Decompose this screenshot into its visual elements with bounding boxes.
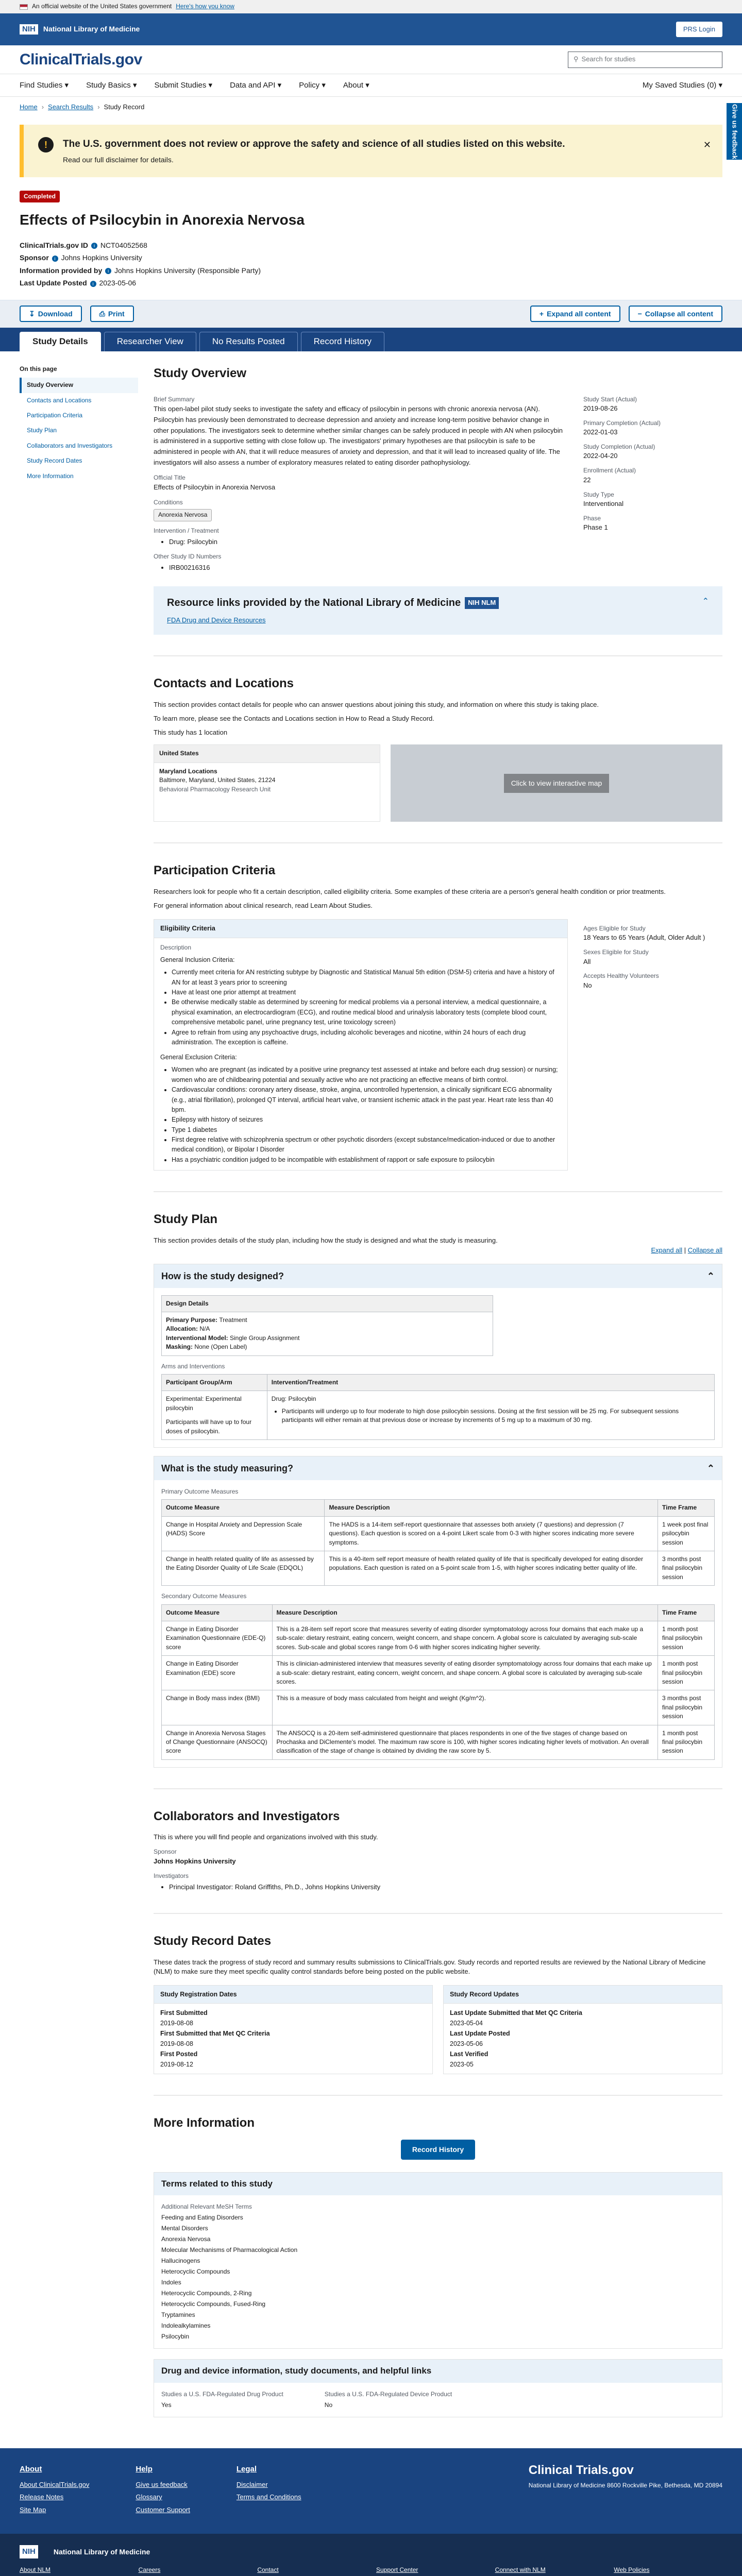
design-table — [161, 1295, 493, 1356]
sidenav-heading: On this page — [20, 365, 57, 372]
nav-item-about[interactable]: About ▾ — [343, 80, 369, 90]
time-frame: 3 months post final psilocybin session — [658, 1551, 715, 1586]
time-frame: 3 months post final psilocybin session — [658, 1690, 715, 1725]
info-provided-value: Johns Hopkins University (Responsible Party) — [114, 266, 261, 275]
contacts-learn-more: To learn more, please see the Contacts and Locations section in How to Read a Study Record. — [154, 714, 434, 722]
nlm-footer-link[interactable]: Connect with NLM — [495, 2566, 546, 2573]
expand-all-button[interactable] — [530, 306, 620, 322]
breadcrumb-separator: › — [41, 103, 44, 111]
download-label: Download — [38, 310, 73, 318]
official-title: Effects of Psilocybin in Anorexia Nervosa — [154, 483, 276, 492]
inclusion-item: • Agree to refrain from using any psychoactive drugs, including alcoholic beverages and nicotine, within 24 hours of each drug administration. The exception is caffeine. — [172, 1028, 561, 1048]
design-key: Allocation: — [166, 1325, 200, 1333]
state-heading: Maryland Locations — [159, 767, 217, 775]
footer-link[interactable]: Customer Support — [136, 2506, 190, 2514]
date-label: First Posted — [160, 2050, 198, 2058]
design-key: Primary Purpose: — [166, 1316, 220, 1324]
design-title: How is the study designed? — [161, 1270, 284, 1281]
nav-item-data-and-api[interactable]: Data and API ▾ — [230, 80, 282, 90]
table-header: Time Frame — [658, 1604, 715, 1621]
last-update-value: 2023-05-06 — [99, 279, 137, 287]
footer-link[interactable]: Disclaimer — [236, 2480, 268, 2488]
site-logo[interactable]: ClinicalTrials.gov — [20, 50, 142, 68]
section-heading: Study Overview — [154, 366, 247, 380]
field-label: Other Study ID Numbers — [154, 553, 222, 560]
print-icon: ⎙ — [99, 310, 105, 318]
chevron-up-icon[interactable]: ⌃ — [706, 1270, 715, 1281]
sponsor-row — [20, 251, 722, 264]
date-value: 2023-05-04 — [450, 2020, 483, 2027]
outcome-measure: Change in Body mass index (BMI) — [162, 1690, 273, 1725]
breadcrumb — [0, 97, 742, 117]
measure-description: This is clinician-administered interview that measures severity of eating disorder symptomatology across four domains that each make up a sub-scale: dietary restraint, eating concern, weight concern, and shape concern. A global score is calculated by averaging sub-scale scores. — [272, 1656, 657, 1690]
inclusion-label: General Inclusion Criteria: — [160, 956, 235, 964]
ctgov-id: NCT04052568 — [100, 241, 147, 249]
study-overview-section — [154, 365, 722, 656]
eligibility-value: No — [583, 981, 592, 989]
nlm-logo[interactable] — [20, 24, 140, 35]
chevron-up-icon[interactable]: ⌃ — [702, 597, 709, 606]
participation-intro: Researchers look for people who fit a certain description, called eligibility criteria. Some examples of these criteria are a person's general health condition or prior treatments. — [154, 888, 666, 896]
nav-item-find-studies[interactable]: Find Studies ▾ — [20, 80, 69, 90]
tab-record-history[interactable]: Record History — [301, 332, 384, 351]
nih-logo-box: NIH — [20, 24, 38, 35]
last-update-label: Last Update Posted — [20, 279, 87, 287]
field-label: Intervention / Treatment — [154, 527, 219, 534]
sponsor-value: Johns Hopkins University — [61, 253, 142, 262]
key-fact-value: 2022-04-20 — [583, 452, 618, 460]
participation-learn: For general information about clinical research, read Learn About Studies. — [154, 902, 373, 910]
arm-drug-description: • Participants will undergo up to four moderate to high dose psilocybin sessions. Dosing at the first session will be 25 mg. For subsequent sessions participants will either remain at that previous dose or increase by increments of 5 mg up to a maximum of 30 mg. — [282, 1407, 710, 1425]
inclusion-item: • Be otherwise medically stable as determined by screening for medical problems via a personal interview, a medical questionnaire, a physical examination, an electrocardiogram (ECG), and routine medical blood and urinalysis laboratory tests (complete blood count, comprehensive metabolic panel, urine pregnancy test, urine toxicology screen) — [172, 997, 561, 1027]
collaborators-section — [154, 1808, 722, 1914]
outcome-measure: Change in Eating Disorder Examination Questionnaire (EDE-Q) score — [162, 1621, 273, 1656]
tab-researcher-view[interactable]: Researcher View — [104, 332, 196, 351]
measure-description: The HADS is a 14-item self-report questionnaire that assesses both anxiety (7 questions) and depression (7 questions). Each question is scored on a 4-point Likert scale from 0-3 with higher scores indicating more severe symptoms. — [325, 1516, 658, 1551]
eligibility-label: Accepts Healthy Volunteers — [583, 972, 659, 980]
fda-resources-link[interactable]: FDA Drug and Device Resources — [167, 616, 266, 624]
field-label: Conditions — [154, 498, 183, 506]
record-updates-card — [443, 1985, 722, 2074]
collapse-all-link[interactable]: Collapse all — [687, 1246, 722, 1254]
field-label: Description — [160, 943, 192, 951]
design-details-header: Design Details — [162, 1295, 493, 1312]
arms-label: Arms and Interventions — [161, 1362, 225, 1370]
drug-device-card — [154, 2359, 722, 2417]
table-header: Outcome Measure — [162, 1604, 273, 1621]
secondary-outcomes-table — [161, 1604, 715, 1760]
saved-studies-link[interactable]: My Saved Studies (0) ▾ — [642, 80, 722, 90]
exclusion-item: • Cardiovascular conditions: coronary artery disease, stroke, angina, uncontrolled hypertension, a clinically significant ECG abnormality (e.g., atrial fibrillation), prolonged QT interval, artificial heart valve, or transient ischemic attack in the past year. Heart rate less than 40 bpm. — [172, 1085, 561, 1115]
measure-description: This is a measure of body mass calculated from height and weight (Kg/m^2). — [272, 1690, 657, 1725]
nav-item-policy[interactable]: Policy ▾ — [299, 80, 326, 90]
footer-brand[interactable]: Clinical Trials.gov — [528, 2463, 634, 2477]
nlm-footer-link[interactable]: Web Policies — [614, 2566, 650, 2573]
section-heading: Collaborators and Investigators — [154, 1809, 340, 1823]
location-count: This study has 1 location — [154, 728, 228, 736]
close-icon[interactable]: ✕ — [703, 140, 711, 150]
key-fact-label: Study Completion (Actual) — [583, 443, 655, 451]
ctgov-id-label: ClinicalTrials.gov ID — [20, 241, 89, 249]
search-placeholder: Search for studies — [581, 55, 636, 63]
eligibility-facts — [583, 919, 722, 1171]
last-update-row — [20, 277, 722, 290]
sidenav-item[interactable]: Collaborators and Investigators — [27, 442, 113, 449]
design-row — [166, 1334, 488, 1343]
date-label: First Submitted that Met QC Criteria — [160, 2030, 270, 2038]
table-row — [162, 1551, 715, 1586]
nav-item-submit-studies[interactable]: Submit Studies ▾ — [154, 80, 213, 90]
terms-label: Additional Relevant MeSH Terms — [161, 2203, 252, 2211]
gov-banner-text: An official website of the United States government — [32, 3, 172, 10]
date-label: First Submitted — [160, 2009, 208, 2017]
secondary-label: Secondary Outcome Measures — [161, 1592, 247, 1600]
status-badge: Completed — [20, 191, 60, 202]
design-value: Treatment — [219, 1316, 247, 1324]
us-flag-icon — [20, 4, 28, 10]
date-value: 2019-08-08 — [160, 2040, 193, 2048]
footer-link[interactable]: Site Map — [20, 2506, 46, 2514]
contacts-intro: This section provides contact details for people who can answer questions about joining this study, and information on where this study is taking place. — [154, 700, 599, 708]
eligibility-label: Ages Eligible for Study — [583, 924, 646, 932]
nlm-resource-links — [154, 586, 722, 635]
nlm-logo-text: National Library of Medicine — [43, 25, 140, 33]
design-card — [154, 1264, 722, 1448]
more-information-section — [154, 2114, 722, 2417]
table-header: Participant Group/Arm — [162, 1375, 267, 1391]
location-map[interactable] — [391, 744, 722, 822]
page-sidenav — [20, 365, 138, 2417]
table-row — [162, 1690, 715, 1725]
section-heading: Contacts and Locations — [154, 676, 294, 691]
feedback-tab[interactable]: Give us feedback — [727, 103, 742, 160]
exclusion-item: • Women who are pregnant (as indicated by a positive urine pregnancy test assessed at intake and before each drug session) or nursing; women who are of childbearing potential and sexually active who are not practicing an effective means of birth control. — [172, 1065, 561, 1085]
key-fact-label: Study Type — [583, 490, 614, 498]
collapse-label: Collapse all content — [645, 310, 713, 318]
footer-link[interactable]: Glossary — [136, 2493, 162, 2501]
main-nav — [0, 74, 742, 97]
section-heading: Study Record Dates — [154, 1934, 272, 1948]
nlm-badge: NIH NLM — [465, 597, 499, 609]
study-tabs — [0, 328, 742, 351]
tab-study-details[interactable]: Study Details — [20, 332, 101, 351]
brief-summary: This open-label pilot study seeks to investigate the safety and efficacy of psilocybin in persons with chronic anorexia nervosa (AN). Psilocybin has previously been demonstrated to decrease depression and anxiety and increase long-term positive behavior change in other populations. The investigators seek to determine whether similar changes can be safely produced in people with AN when psilocybin is administered in a supportive setting with close follow up. The investigators' primary hypotheses are that psilocybin is safe to be administered in people with AN, that it will reduce measures of anxiety and depression, and that it will lead to increased quality of life. The investigators will also assess a number of exploratory measures related to eating disorder pathophysiology. — [154, 405, 563, 466]
table-row — [162, 1516, 715, 1551]
expand-label: Expand all content — [547, 310, 611, 318]
participation-section — [154, 862, 722, 1192]
study-header — [0, 177, 742, 300]
footer-column-heading: Help — [136, 2464, 153, 2473]
primary-label: Primary Outcome Measures — [161, 1488, 239, 1496]
mesh-terms-card — [154, 2172, 722, 2349]
collab-sponsor: Johns Hopkins University — [154, 1857, 236, 1865]
footer-column-heading: About — [20, 2464, 42, 2473]
plus-icon: + — [539, 310, 544, 318]
design-key: Masking: — [166, 1343, 195, 1351]
design-key: Interventional Model: — [166, 1334, 230, 1342]
info-provided-label: Information provided by — [20, 266, 103, 275]
key-fact-value: 22 — [583, 476, 591, 484]
field-label: Investigators — [154, 1872, 189, 1879]
print-button[interactable] — [90, 306, 134, 322]
measures-card — [154, 1456, 722, 1768]
mesh-term: Heterocyclic Compounds — [161, 2268, 230, 2276]
mesh-term: Hallucinogens — [161, 2257, 200, 2265]
exclusion-item: • First degree relative with schizophrenia spectrum or other psychotic disorders (except substance/medication-induced or due to another medical condition), or Bipolar I Disorder — [172, 1135, 561, 1155]
tab-no-results-posted[interactable]: No Results Posted — [199, 332, 298, 351]
table-row — [162, 1725, 715, 1759]
footer-column-heading: Legal — [236, 2464, 257, 2473]
mesh-term: Indolealkylamines — [161, 2322, 211, 2330]
nih-logo-box: NIH — [20, 2545, 38, 2558]
investigator-item: • Principal Investigator: Roland Griffiths, Ph.D., Johns Hopkins University — [169, 1883, 722, 1892]
breadcrumb-home[interactable]: Home — [20, 103, 38, 111]
eligibility-label: Sexes Eligible for Study — [583, 948, 649, 956]
intervention-item: • Drug: Psilocybin — [169, 537, 563, 547]
mesh-term: Heterocyclic Compounds, 2-Ring — [161, 2290, 252, 2297]
arms-table — [161, 1374, 715, 1440]
mesh-term: Anorexia Nervosa — [161, 2235, 211, 2243]
date-value: 2023-05 — [450, 2061, 474, 2069]
table-header: Time Frame — [658, 1500, 715, 1516]
site-name: Behavioral Pharmacology Research Unit — [159, 785, 271, 793]
minus-icon: − — [637, 310, 642, 318]
eligibility-value: All — [583, 957, 591, 965]
card-title: Study Record Updates — [444, 1986, 722, 2004]
mesh-term: Indoles — [161, 2279, 181, 2286]
location-card — [154, 744, 380, 822]
info-icon[interactable]: i — [91, 243, 97, 249]
design-details-cell — [162, 1312, 493, 1356]
sidenav-item[interactable]: Study Plan — [27, 427, 57, 434]
country-heading: United States — [154, 745, 380, 762]
table-row — [162, 1621, 715, 1656]
exclusion-item: • Has a psychiatric condition judged to be incompatible with establishment of rapport or safe exposure to psilocybin — [172, 1155, 561, 1165]
design-value: N/A — [199, 1325, 210, 1333]
fda-device-label: Studies a U.S. FDA-Regulated Device Product — [324, 2390, 452, 2398]
design-row — [166, 1316, 488, 1325]
action-bar — [0, 300, 742, 328]
date-label: Last Update Submitted that Met QC Criteria — [450, 2009, 582, 2017]
drug-title: Drug and device information, study documents, and helpful links — [154, 2360, 722, 2383]
download-button[interactable] — [20, 306, 82, 322]
mesh-term: Heterocyclic Compounds, Fused-Ring — [161, 2300, 266, 2308]
field-label: Sponsor — [154, 1848, 177, 1856]
measure-description: This is a 40-item self report measure of health related quality of life that is specifically developed for eating disorder populations. Each question is rated on a 5-point scale from 1-5, with higher scores indicating better quality of life. — [325, 1551, 658, 1586]
date-label: Last Update Posted — [450, 2030, 510, 2038]
info-icon[interactable]: i — [90, 281, 96, 287]
alert-text: Read our full disclaimer for details. — [63, 155, 174, 164]
disclaimer-alert — [20, 125, 722, 177]
time-frame: 1 month post final psilocybin session — [658, 1725, 715, 1759]
study-title: Effects of Psilocybin in Anorexia Nervosa — [20, 212, 305, 228]
arm-name: Experimental: Experimental psilocybin — [166, 1395, 242, 1412]
measure-description: This is a 28-item self report score that measures severity of eating disorder symptomatology across four domains that each make up a sub-scale: dietary restraint, eating concern, weight concern, and shape concern. A global score is calculated by averaging sub-scale scores. Sub-scale and global scores range from 0-6 with higher scores indicating higher severity. — [272, 1621, 657, 1656]
breadcrumb-separator: › — [97, 103, 100, 111]
site-address: Baltimore, Maryland, United States, 21224 — [159, 776, 276, 784]
eligibility-value: 18 Years to 65 Years (Adult, Older Adult ) — [583, 934, 705, 942]
nlm-footer-link[interactable]: Careers — [138, 2566, 161, 2573]
eligibility-title: Eligibility Criteria — [154, 920, 567, 938]
record-dates-section — [154, 1933, 722, 2096]
table-header: Outcome Measure — [162, 1500, 325, 1516]
measures-title: What is the study measuring? — [161, 1463, 294, 1473]
date-value: 2023-05-06 — [450, 2040, 483, 2048]
outcome-measure: Change in Anorexia Nervosa Stages of Change Questionnaire (ANSOCQ) score — [162, 1725, 273, 1759]
site-footer — [0, 2448, 742, 2534]
sidenav-item[interactable]: Contacts and Locations — [27, 396, 92, 404]
other-id-item: • IRB00216316 — [169, 563, 563, 573]
mesh-term: Molecular Mechanisms of Pharmacological Action — [161, 2246, 298, 2254]
key-fact-label: Study Start (Actual) — [583, 395, 637, 403]
terms-title: Terms related to this study — [154, 2173, 722, 2196]
chevron-up-icon[interactable]: ⌃ — [706, 1463, 715, 1473]
outcome-measure: Change in Eating Disorder Examination (EDE) score — [162, 1656, 273, 1690]
prs-login-button[interactable]: PRS Login — [676, 22, 722, 38]
section-heading: More Information — [154, 2116, 255, 2130]
primary-outcomes-table — [161, 1499, 715, 1586]
search-icon: ⚲ — [574, 55, 579, 63]
design-value: None (Open Label) — [194, 1343, 247, 1351]
sidenav-item[interactable]: Study Overview — [20, 378, 138, 393]
table-header: Measure Description — [325, 1500, 658, 1516]
nlm-footer-link[interactable]: About NLM — [20, 2566, 51, 2573]
footer-column — [237, 2464, 301, 2518]
exclusion-label: General Exclusion Criteria: — [160, 1054, 237, 1061]
mesh-term: Psilocybin — [161, 2333, 190, 2341]
key-fact-value: 2022-01-03 — [583, 428, 618, 436]
breadcrumb-current: Study Record — [104, 103, 145, 111]
map-overlay-text: Click to view interactive map — [504, 774, 610, 792]
footer-link[interactable]: Terms and Conditions — [236, 2493, 301, 2501]
resource-title: Resource links provided by the National Library of Medicine — [167, 597, 461, 609]
info-provided-row — [20, 264, 722, 277]
key-fact-value: Interventional — [583, 499, 624, 507]
arm-drug: Drug: Psilocybin — [271, 1395, 316, 1403]
contacts-section — [154, 675, 722, 843]
table-header: Measure Description — [272, 1604, 657, 1621]
eligibility-card — [154, 919, 568, 1171]
field-label: Official Title — [154, 473, 185, 481]
footer-link[interactable]: Give us feedback — [136, 2480, 188, 2488]
key-fact-label: Enrollment (Actual) — [583, 467, 636, 474]
search-input[interactable] — [568, 52, 722, 68]
nlm-footer-link[interactable]: Support Center — [376, 2566, 418, 2573]
date-label: Last Verified — [450, 2050, 488, 2058]
outcome-measure: Change in health related quality of life as assessed by the Eating Disorder Quality of Life Scale (EDQOL) — [162, 1551, 325, 1586]
sidenav-item[interactable]: Participation Criteria — [27, 412, 83, 419]
overview-key-facts — [583, 390, 722, 573]
gov-banner — [0, 0, 742, 13]
sidenav-item[interactable]: More Information — [27, 472, 74, 480]
heres-how-link[interactable]: Here's how you know — [176, 3, 234, 10]
study-plan-section: Study Plan This section provides details of the study plan, including how the study is designed and what the study is measuring. Expand all | Collapse all How is the study designed? ⌃ Design Details Primary Purpose: Treatment Allocation: N/A Interventional Model: Single Group Assignment Masking: None (Open Label) Arms and Interventions Participant Group/Arm Intervention/Treatment Experimental: Experimental psilocybin Participants will have up to four doses of psilocybin. Drug: Psilocybin • Participants will undergo up to four moderate to high dose psilocybin sessions. Dosing at the first session will be 25 mg. For subsequent sessions participants will either remain at that previous dose or increase by increments of 5 mg up to a maximum of 30 mg. What is the study measuring? ⌃ Primary Outcome Measures Outcome Measure Measure Description Time Frame Change in Hospital Anxiety and Depression Scale (HADS) Score The HADS is a 14-item self-report questionnaire that assesses both anxiety (7 questions) and depression (7 questions). Each question is scored on a 4-point Likert scale from 0-3 with higher scores indicating more severe symptoms. 1 week post final psilocybin session Change in health related quality of life as assessed by the Eating Disorder Quality of Life Scale (EDQOL) This is a 40-item self report measure of health related quality of life that is specifically developed for eating disorder populations. Each question is rated on a 5-point scale from 1-5, with higher scores indicating better quality of life. 3 months post final psilocybin session Secondary Outcome Measures Outcome Measure Measure Description Time Frame Change in Eating Disorder Examination Questionnaire (EDE-Q) score This is a 28-item self report score that measures severity of eating disorder symptomatology across four domains that each make up a sub-scale: dietary restraint, eating concern, weight concern, and shape concern. A global score is calculated by averaging sub-scale scores. Sub-scale and global scores range from 0-6 with higher scores indicating higher severity. 1 month post final psilocybin session Change in Eating Disorder Examination (EDE) score This is clinician-administered interview that measures severity of eating disorder symptomatology across four domains that each make up a sub-scale: dietary restraint, eating concern, weight concern, and shape concern. A global score is calculated by averaging sub-scale scores. 1 month post final psilocybin session Change in Body mass index (BMI) This is a measure of body mass calculated from height and weight (Kg/m^2). 3 months post final psilocybin session Change in Anorexia Nervosa Stages of Change Questionnaire (ANSOCQ) score The ANSOCQ is a 20-item self-administered questionnaire that places respondents in one of the five stages of change based on Prochaska and DiClemente's model. The maximum raw score is 100, with higher scores indicating higher levels of motivation. An overall classification of the stage of change is obtained by dividing the raw score by 5. 1 month post final psilocybin session — [154, 1211, 722, 1789]
nlm-header — [0, 13, 742, 45]
design-row — [166, 1343, 488, 1351]
key-fact-value: Phase 1 — [583, 523, 608, 532]
time-frame: 1 week post final psilocybin session — [658, 1516, 715, 1551]
footer-column — [20, 2464, 89, 2518]
site-header — [0, 45, 742, 74]
mesh-term: Mental Disorders — [161, 2225, 208, 2232]
arm-description: Participants will have up to four doses of psilocybin. — [166, 1418, 252, 1435]
mesh-term: Feeding and Eating Disorders — [161, 2214, 243, 2222]
exclusion-item: • Epilepsy with history of seizures — [172, 1115, 561, 1125]
table-header: Intervention/Treatment — [267, 1375, 714, 1391]
print-label: Print — [108, 310, 125, 318]
dates-intro: These dates track the progress of study record and summary results submissions to ClinicalTrials.gov. Study records and reported results are reviewed by the National Library of Medicine (NLM) to make sure they meet specific quality control standards before being posted on the public website. — [154, 1958, 706, 1976]
design-row — [166, 1325, 488, 1333]
outcome-measure: Change in Hospital Anxiety and Depression Scale (HADS) Score — [162, 1516, 325, 1551]
key-fact-label: Phase — [583, 514, 601, 522]
table-row — [162, 1656, 715, 1690]
collab-intro: This is where you will find people and organizations involved with this study. — [154, 1833, 378, 1841]
alert-title: The U.S. government does not review or approve the safety and science of all studies listed on this website. — [63, 139, 565, 149]
date-value: 2019-08-08 — [160, 2020, 193, 2027]
nlm-footer-link[interactable]: Contact — [257, 2566, 279, 2573]
footer-column — [136, 2464, 190, 2518]
section-heading: Participation Criteria — [154, 863, 276, 878]
sidenav-item[interactable]: Study Record Dates — [27, 457, 82, 465]
info-icon[interactable]: i — [105, 268, 111, 274]
nlm-footer-title[interactable]: National Library of Medicine — [53, 2547, 150, 2556]
sponsor-label: Sponsor — [20, 253, 49, 262]
ctgov-id-row — [20, 239, 722, 252]
expand-all-link[interactable]: Expand all — [651, 1246, 683, 1254]
key-fact-value: 2019-08-26 — [583, 404, 618, 413]
time-frame: 1 month post final psilocybin session — [658, 1621, 715, 1656]
inclusion-item: • Have at least one prior attempt at treatment — [172, 988, 561, 997]
measure-description: The ANSOCQ is a 20-item self-administered questionnaire that places respondents in one of the five stages of change based on Prochaska and DiClemente's model. The maximum raw score is 100, with higher scores indicating higher levels of motivation. An overall classification of the stage of change is obtained by dividing the raw score by 5. — [272, 1725, 657, 1759]
fda-drug-value: Yes — [161, 2401, 172, 2409]
footer-link[interactable]: About ClinicalTrials.gov — [20, 2480, 90, 2488]
nav-item-study-basics[interactable]: Study Basics ▾ — [86, 80, 137, 90]
condition-chip[interactable]: Anorexia Nervosa — [154, 509, 212, 521]
collapse-all-button[interactable] — [629, 306, 722, 322]
card-title: Study Registration Dates — [154, 1986, 432, 2004]
fda-drug-label: Studies a U.S. FDA-Regulated Drug Product — [161, 2390, 283, 2398]
footer-link[interactable]: Release Notes — [20, 2493, 64, 2501]
info-icon[interactable]: i — [52, 256, 58, 262]
warning-icon: ! — [38, 137, 54, 152]
breadcrumb-search-results[interactable]: Search Results — [48, 103, 94, 111]
section-heading: Study Plan — [154, 1212, 218, 1227]
design-value: Single Group Assignment — [230, 1334, 300, 1342]
mesh-term: Tryptamines — [161, 2311, 195, 2319]
plan-intro: This section provides details of the study plan, including how the study is designed and what the study is measuring. — [154, 1236, 498, 1244]
time-frame: 1 month post final psilocybin session — [658, 1656, 715, 1690]
inclusion-item: • Currently meet criteria for AN restricting subtype by Diagnostic and Statistical Manual 5th edition (DSM-5) criteria and have a history of AN for at least 3 years prior to screening — [172, 968, 561, 988]
fda-device-value: No — [324, 2401, 333, 2409]
registration-dates-card — [154, 1985, 433, 2074]
footer-address: National Library of Medicine 8600 Rockville Pike, Bethesda, MD 20894 — [528, 2482, 722, 2489]
nlm-footer — [0, 2534, 742, 2576]
key-fact-label: Primary Completion (Actual) — [583, 419, 661, 427]
field-label: Brief Summary — [154, 395, 195, 403]
download-icon: ↧ — [29, 310, 35, 318]
exclusion-item: • Type 1 diabetes — [172, 1125, 561, 1135]
date-value: 2019-08-12 — [160, 2061, 193, 2069]
record-history-button[interactable]: Record History — [401, 2140, 475, 2159]
